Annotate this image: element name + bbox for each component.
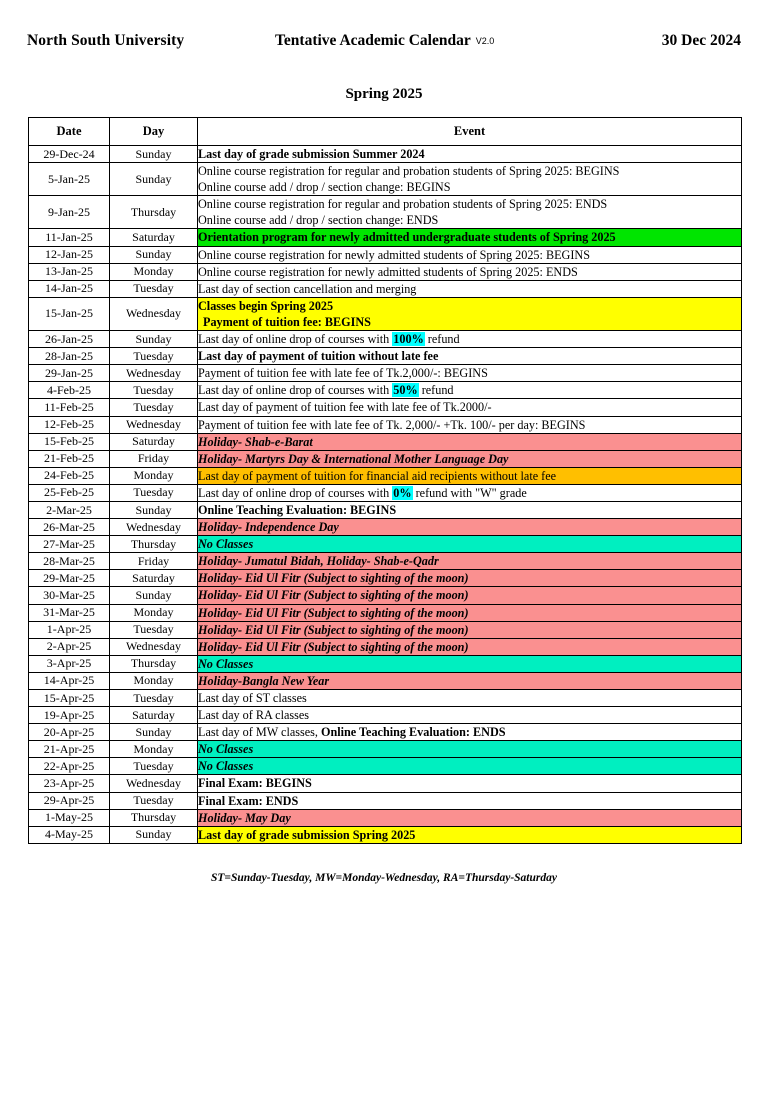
cell-day: Saturday xyxy=(110,570,198,587)
cell-day: Wednesday xyxy=(110,297,198,330)
cell-day: Sunday xyxy=(110,331,198,348)
cell-event xyxy=(198,416,742,433)
cell-event: Last day of online drop of courses with 50% refund xyxy=(198,382,742,399)
event-line: Last day of RA classes xyxy=(198,708,310,723)
cell-date: 4-May-25 xyxy=(29,826,110,843)
table-row xyxy=(29,604,742,621)
cell-event xyxy=(198,196,742,229)
cell-date: 14-Jan-25 xyxy=(29,280,110,297)
event-line: Holiday- May Day xyxy=(198,810,291,825)
column-header-event: Event xyxy=(198,118,742,146)
cell-day: Saturday xyxy=(110,433,198,450)
event-line: No Classes xyxy=(198,742,254,757)
table-row xyxy=(29,655,742,672)
cell-day: Thursday xyxy=(110,655,198,672)
cell-event xyxy=(198,638,742,655)
cell-day: Sunday xyxy=(110,826,198,843)
cell-day: Monday xyxy=(110,604,198,621)
table-row xyxy=(29,331,742,348)
cell-day: Saturday xyxy=(110,707,198,724)
event-line: No Classes xyxy=(198,759,254,774)
cell-date: 15-Feb-25 xyxy=(29,433,110,450)
cell-day: Tuesday xyxy=(110,792,198,809)
cell-date: 2-Apr-25 xyxy=(29,638,110,655)
cell-date: 30-Mar-25 xyxy=(29,587,110,604)
event-line: Last day of grade submission Summer 2024 xyxy=(198,147,425,161)
table-row xyxy=(29,246,742,263)
event-line: Online course add / drop / section change: BEGINS xyxy=(198,180,451,195)
cell-event xyxy=(198,741,742,758)
table-row xyxy=(29,416,742,433)
event-line: Online Teaching Evaluation: BEGINS xyxy=(198,502,397,517)
cell-day: Sunday xyxy=(110,246,198,263)
cell-event xyxy=(198,163,742,196)
table-row xyxy=(29,758,742,775)
table-row xyxy=(29,741,742,758)
column-header-day: Day xyxy=(110,118,198,146)
cell-day: Monday xyxy=(110,467,198,484)
document-header xyxy=(27,28,741,74)
event-line: Holiday- Martyrs Day & International Mother Language Day xyxy=(198,451,509,466)
cell-date: 29-Dec-24 xyxy=(29,146,110,163)
event-line: Online course add / drop / section change: ENDS xyxy=(198,213,439,228)
cell-date: 15-Apr-25 xyxy=(29,690,110,707)
cell-day: Monday xyxy=(110,741,198,758)
event-line: Last day of grade submission Spring 2025 xyxy=(198,827,416,842)
cell-date: 22-Apr-25 xyxy=(29,758,110,775)
document-title: Tentative Academic Calendar xyxy=(275,32,471,49)
cell-day: Thursday xyxy=(110,536,198,553)
cell-date: 28-Jan-25 xyxy=(29,348,110,365)
cell-event xyxy=(198,553,742,570)
cell-event xyxy=(198,280,742,297)
cell-event xyxy=(198,690,742,707)
table-row xyxy=(29,297,742,330)
cell-day: Tuesday xyxy=(110,382,198,399)
table-row xyxy=(29,775,742,792)
event-line: Online course registration for newly admitted students of Spring 2025: ENDS xyxy=(198,264,578,279)
cell-event xyxy=(198,519,742,536)
cell-event xyxy=(198,146,742,163)
table-row xyxy=(29,672,742,689)
document-version: V2.0 xyxy=(475,36,495,46)
cell-event xyxy=(198,297,742,330)
cell-event xyxy=(198,604,742,621)
cell-day: Monday xyxy=(110,263,198,280)
cell-event xyxy=(198,672,742,689)
cell-day: Thursday xyxy=(110,809,198,826)
table-row xyxy=(29,690,742,707)
organization-name: North South University xyxy=(27,32,185,49)
table-row xyxy=(29,196,742,229)
cell-date: 29-Apr-25 xyxy=(29,792,110,809)
cell-date: 13-Jan-25 xyxy=(29,263,110,280)
cell-event xyxy=(198,570,742,587)
event-line: Last day of payment of tuition without late fee xyxy=(198,349,439,364)
cell-event xyxy=(198,775,742,792)
table-row xyxy=(29,365,742,382)
cell-event xyxy=(198,809,742,826)
cell-day: Sunday xyxy=(110,724,198,741)
event-line: Holiday- Eid Ul Fitr (Subject to sighting of the moon) xyxy=(198,588,469,603)
cell-day: Tuesday xyxy=(110,348,198,365)
cell-day: Wednesday xyxy=(110,775,198,792)
table-row xyxy=(29,587,742,604)
cell-day: Sunday xyxy=(110,501,198,518)
event-line: Online course registration for regular and probation students of Spring 2025: ENDS xyxy=(198,197,608,212)
cell-day: Tuesday xyxy=(110,399,198,416)
cell-date: 21-Apr-25 xyxy=(29,741,110,758)
table-head xyxy=(29,118,742,146)
event-line: Payment of tuition fee: BEGINS xyxy=(203,314,371,329)
cell-date: 5-Jan-25 xyxy=(29,163,110,196)
event-line: Holiday- Eid Ul Fitr (Subject to sighting of the moon) xyxy=(198,639,469,654)
cell-event xyxy=(198,433,742,450)
table-row xyxy=(29,707,742,724)
document-title-group xyxy=(275,32,494,50)
cell-event xyxy=(198,348,742,365)
cell-date: 11-Feb-25 xyxy=(29,399,110,416)
cell-event xyxy=(198,501,742,518)
cell-date: 28-Mar-25 xyxy=(29,553,110,570)
cell-event xyxy=(198,707,742,724)
cell-date: 2-Mar-25 xyxy=(29,501,110,518)
cell-date: 24-Feb-25 xyxy=(29,467,110,484)
table-row xyxy=(29,450,742,467)
cell-date: 26-Mar-25 xyxy=(29,519,110,536)
event-line: Holiday- Eid Ul Fitr (Subject to sighting of the moon) xyxy=(198,605,469,620)
event-line: Last day of payment of tuition fee with late fee of Tk.2000/- xyxy=(198,400,492,415)
cell-day: Saturday xyxy=(110,229,198,246)
cell-event xyxy=(198,246,742,263)
table-row xyxy=(29,570,742,587)
cell-event xyxy=(198,587,742,604)
cell-date: 15-Jan-25 xyxy=(29,297,110,330)
table-row xyxy=(29,263,742,280)
table-header-row xyxy=(29,118,742,146)
cell-day: Wednesday xyxy=(110,638,198,655)
event-line: Payment of tuition fee with late fee of Tk.2,000/-: BEGINS xyxy=(198,366,488,381)
event-line: Final Exam: ENDS xyxy=(198,793,299,808)
cell-day: Monday xyxy=(110,672,198,689)
event-line: Online course registration for regular and probation students of Spring 2025: BEGINS xyxy=(198,164,620,179)
term-title: Spring 2025 xyxy=(345,86,423,102)
cell-day: Sunday xyxy=(110,163,198,196)
cell-date: 14-Apr-25 xyxy=(29,672,110,689)
table-row xyxy=(29,792,742,809)
cell-date: 25-Feb-25 xyxy=(29,484,110,501)
table-row xyxy=(29,826,742,843)
cell-date: 27-Mar-25 xyxy=(29,536,110,553)
cell-event xyxy=(198,758,742,775)
cell-day: Tuesday xyxy=(110,758,198,775)
highlight-chip: 0% xyxy=(393,485,412,500)
cell-date: 23-Apr-25 xyxy=(29,775,110,792)
event-line: Final Exam: BEGINS xyxy=(198,776,312,791)
event-line: No Classes xyxy=(198,656,254,671)
event-line: Holiday- Shab-e-Barat xyxy=(198,434,313,449)
table-row xyxy=(29,399,742,416)
cell-day: Sunday xyxy=(110,587,198,604)
table-row xyxy=(29,621,742,638)
event-line: Last day of payment of tuition for financial aid recipients without late fee xyxy=(198,468,557,483)
table-row xyxy=(29,809,742,826)
cell-day: Tuesday xyxy=(110,690,198,707)
cell-date: 29-Mar-25 xyxy=(29,570,110,587)
cell-date: 4-Feb-25 xyxy=(29,382,110,399)
cell-date: 9-Jan-25 xyxy=(29,196,110,229)
cell-event xyxy=(198,621,742,638)
table-row xyxy=(29,433,742,450)
academic-calendar-table xyxy=(28,117,742,844)
cell-date: 1-Apr-25 xyxy=(29,621,110,638)
highlight-chip: 100% xyxy=(393,332,424,347)
cell-day: Friday xyxy=(110,450,198,467)
cell-day: Wednesday xyxy=(110,416,198,433)
event-line: Holiday- Eid Ul Fitr (Subject to sighting of the moon) xyxy=(198,622,469,637)
cell-day: Tuesday xyxy=(110,484,198,501)
document-issue-date: 30 Dec 2024 xyxy=(661,32,741,49)
cell-date: 29-Jan-25 xyxy=(29,365,110,382)
table-row xyxy=(29,536,742,553)
cell-event xyxy=(198,655,742,672)
cell-event xyxy=(198,536,742,553)
column-header-date: Date xyxy=(29,118,110,146)
event-line: Holiday- Eid Ul Fitr (Subject to sighting of the moon) xyxy=(198,571,469,586)
table-row xyxy=(29,280,742,297)
cell-event xyxy=(198,263,742,280)
event-line: Classes begin Spring 2025 xyxy=(198,298,334,313)
calendar-table-wrapper xyxy=(28,117,741,844)
cell-event xyxy=(198,826,742,843)
cell-day: Wednesday xyxy=(110,365,198,382)
highlight-chip: 50% xyxy=(393,383,418,398)
cell-date: 11-Jan-25 xyxy=(29,229,110,246)
cell-event: Last day of online drop of courses with 0% refund with "W" grade xyxy=(198,484,742,501)
table-row xyxy=(29,146,742,163)
cell-event xyxy=(198,792,742,809)
event-line: Holiday- Independence Day xyxy=(198,520,339,535)
event-line: No Classes xyxy=(198,537,254,552)
cell-event xyxy=(198,399,742,416)
table-row xyxy=(29,382,742,399)
cell-event xyxy=(198,450,742,467)
table-row xyxy=(29,638,742,655)
event-line: Last day of ST classes xyxy=(198,691,307,705)
cell-day: Tuesday xyxy=(110,280,198,297)
cell-date: 12-Feb-25 xyxy=(29,416,110,433)
cell-day: Thursday xyxy=(110,196,198,229)
table-row xyxy=(29,553,742,570)
event-line: Payment of tuition fee with late fee of Tk. 2,000/- +Tk. 100/- per day: BEGINS xyxy=(198,417,586,432)
table-row xyxy=(29,501,742,518)
cell-date: 26-Jan-25 xyxy=(29,331,110,348)
table-row xyxy=(29,163,742,196)
event-line: Last day of section cancellation and merging xyxy=(198,281,417,296)
event-line: Online course registration for newly admitted students of Spring 2025: BEGINS xyxy=(198,247,590,262)
cell-date: 1-May-25 xyxy=(29,809,110,826)
table-row xyxy=(29,467,742,484)
cell-event: Last day of MW classes, Online Teaching Evaluation: ENDS xyxy=(198,724,742,741)
cell-day: Tuesday xyxy=(110,621,198,638)
cell-date: 21-Feb-25 xyxy=(29,450,110,467)
cell-date: 31-Mar-25 xyxy=(29,604,110,621)
cell-day: Wednesday xyxy=(110,519,198,536)
table-row xyxy=(29,519,742,536)
cell-date: 20-Apr-25 xyxy=(29,724,110,741)
table-body xyxy=(29,146,742,844)
table-row xyxy=(29,348,742,365)
table-row xyxy=(29,229,742,246)
cell-event: Last day of online drop of courses with 100% refund xyxy=(198,331,742,348)
cell-day: Sunday xyxy=(110,146,198,163)
event-line: Orientation program for newly admitted undergraduate students of Spring 2025 xyxy=(198,230,616,245)
cell-date: 19-Apr-25 xyxy=(29,707,110,724)
cell-date: 3-Apr-25 xyxy=(29,655,110,672)
table-row xyxy=(29,484,742,501)
event-line: Holiday-Bangla New Year xyxy=(198,673,330,688)
cell-event xyxy=(198,467,742,484)
cell-date: 12-Jan-25 xyxy=(29,246,110,263)
legend-footnote: ST=Sunday-Tuesday, MW=Monday-Wednesday, RA=Thursday-Saturday xyxy=(211,871,557,884)
cell-event xyxy=(198,365,742,382)
cell-event xyxy=(198,229,742,246)
table-row xyxy=(29,724,742,741)
event-line: Holiday- Jumatul Bidah, Holiday- Shab-e-Qadr xyxy=(198,554,439,569)
cell-day: Friday xyxy=(110,553,198,570)
